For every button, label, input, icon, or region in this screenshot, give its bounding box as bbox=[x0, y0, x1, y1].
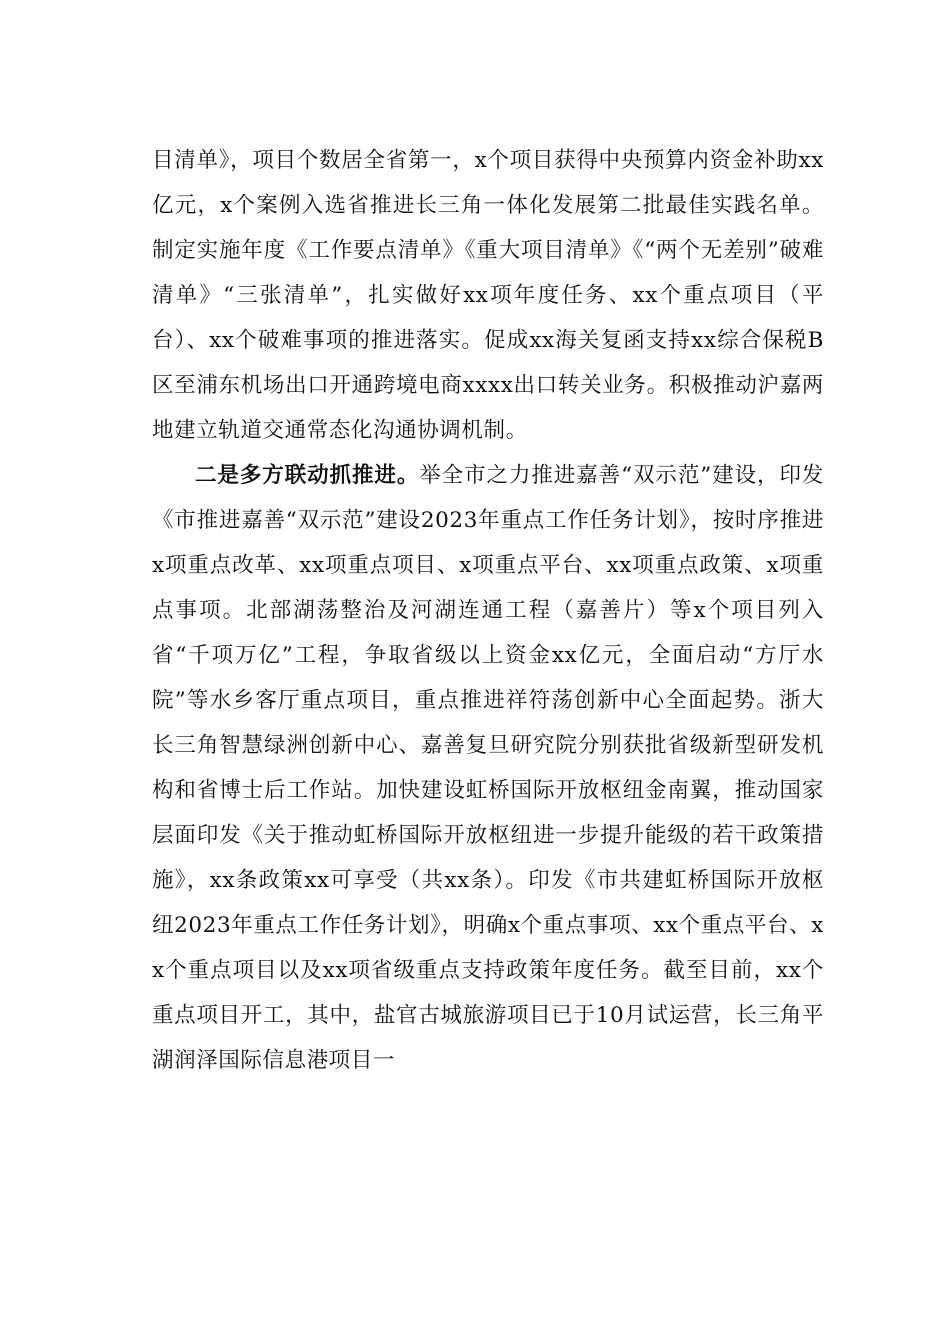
paragraph-2-lead: 二是多方联动抓推进。 bbox=[195, 463, 420, 488]
paragraph-1 bbox=[152, 138, 824, 453]
paragraph-2 bbox=[152, 453, 824, 1083]
paragraph-2-text: 举全市之力推进嘉善“双示范”建设，印发《市推进嘉善“双示范”建设2023年重点工作任务计划》，按时序推进x项重点改革、xx项重点项目、x项重点平台、xx项重点政策、x项重点事项。北部湖荡整治及河湖连通工程（嘉善片）等x个项目列入省“千项万亿”工程，争取省级以上资金xx亿元，全面启动“方厅水院”等水乡客厅重点项目，重点推进祥符荡创新中心全面起势。浙大长三角智慧绿洲创新中心、嘉善复旦研究院分别获批省级新型研发机构和省博士后工作站。加快建设虹桥国际开放枢纽金南翼，推动国家层面印发《关于推动虹桥国际开放枢纽进一步提升能级的若干政策措施》，xx条政策xx可享受（共xx条）。印发《市共建虹桥国际开放枢纽2023年重点工作任务计划》，明确x个重点事项、xx个重点平台、xx个重点项目以及xx项省级重点支持政策年度任务。截至目前，xx个重点项目开工，其中，盐官古城旅游项目已于10月试运营，长三角平湖润泽国际信息港项目一 bbox=[152, 463, 824, 1073]
body-text bbox=[152, 138, 824, 1083]
paragraph-1-text: 目清单》，项目个数居全省第一，x个项目获得中央预算内资金补助xx亿元，x个案例入选省推进长三角一体化发展第二批最佳实践名单。制定实施年度《工作要点清单》《重大项目清单》《“两个无差别”破难清单》“三张清单”，扎实做好xx项年度任务、xx个重点项目（平台）、xx个破难事项的推进落实。促成xx海关复函支持xx综合保税B区至浦东机场出口开通跨境电商xxxx出口转关业务。积极推动沪嘉两地建立轨道交通常态化沟通协调机制。 bbox=[152, 148, 824, 443]
